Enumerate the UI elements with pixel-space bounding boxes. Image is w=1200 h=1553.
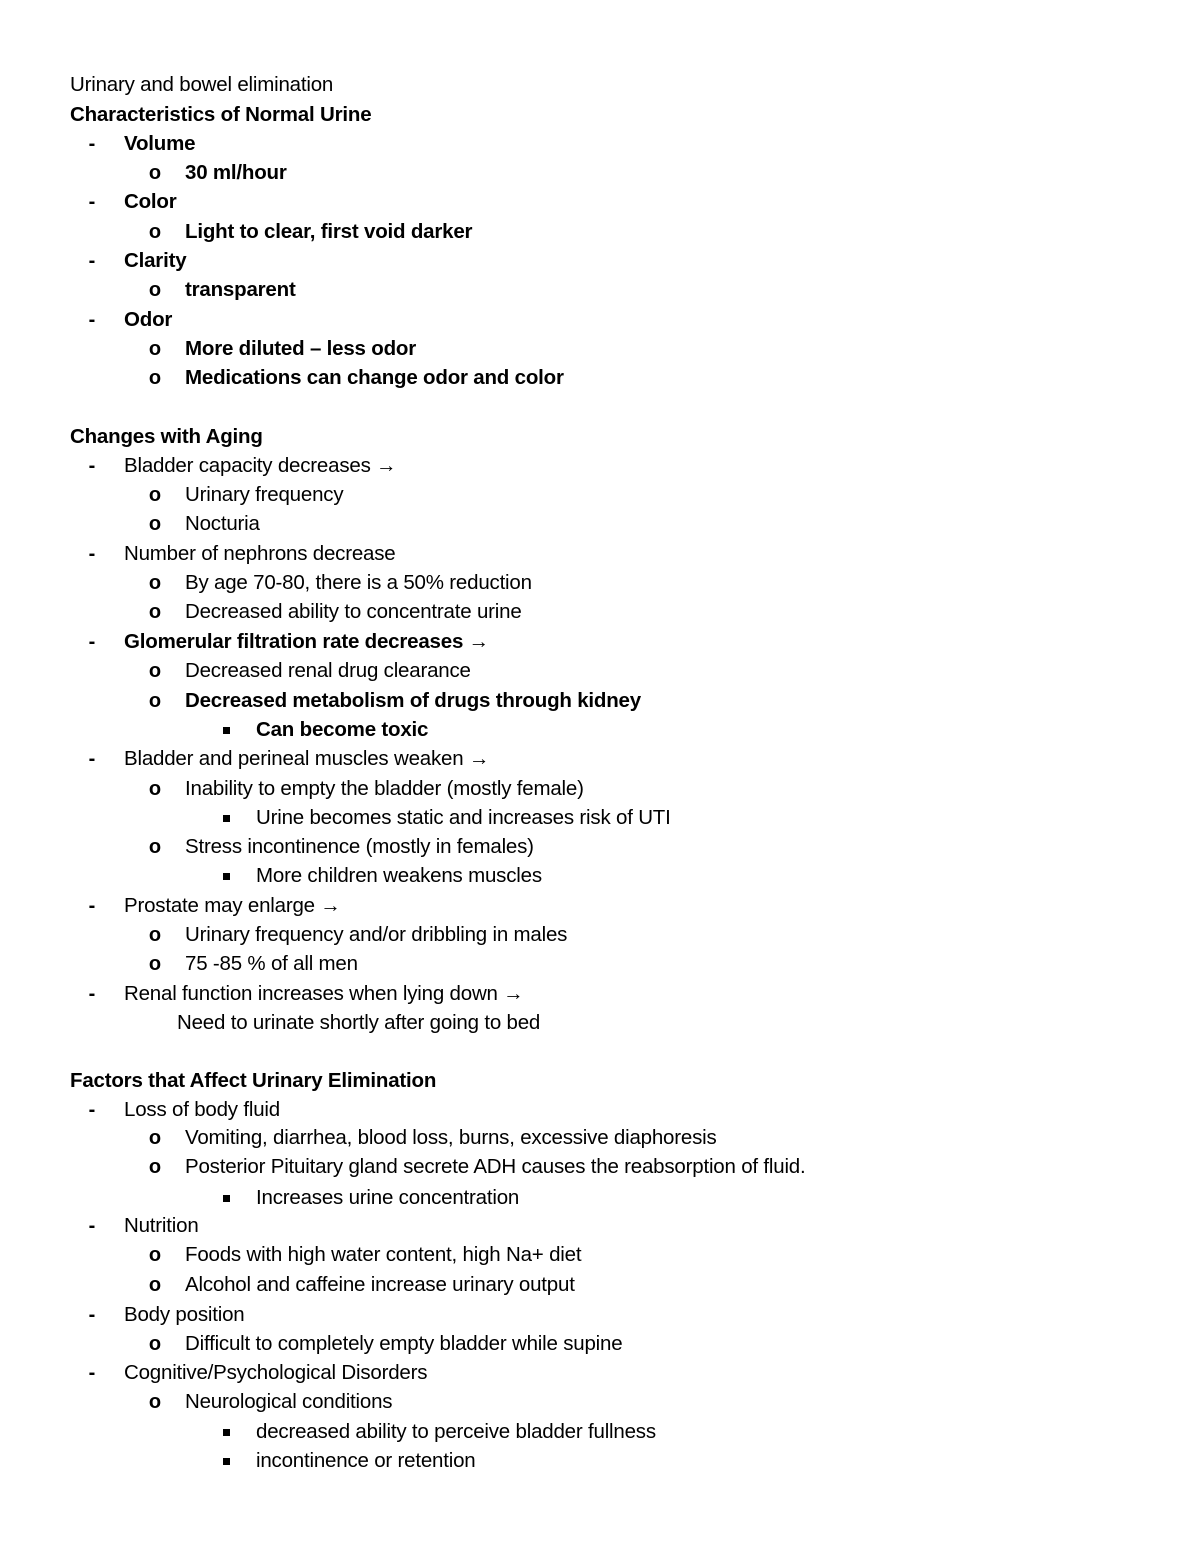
list-item: Urine becomes static and increases risk of UTI [256, 806, 671, 829]
list-item: Light to clear, first void darker [185, 220, 473, 243]
list-item: Difficult to completely empty bladder while supine [185, 1332, 623, 1355]
dash-bullet: - [88, 1304, 96, 1326]
circle-bullet: o [148, 1244, 162, 1266]
circle-bullet: o [148, 1156, 162, 1178]
list-item: Volume [124, 132, 196, 155]
list-item: Can become toxic [256, 718, 429, 741]
list-item: Posterior Pituitary gland secrete ADH causes the reabsorption of fluid. [185, 1155, 806, 1178]
list-item: Renal function increases when lying down → [124, 982, 524, 1005]
circle-bullet: o [148, 1127, 162, 1149]
circle-bullet: o [148, 338, 162, 360]
arrow-icon: → [468, 630, 489, 653]
square-bullet [223, 1429, 230, 1436]
list-item: Glomerular filtration rate decreases → [124, 630, 489, 653]
list-item: 75 -85 % of all men [185, 952, 358, 975]
list-item: Body position [124, 1303, 245, 1326]
circle-bullet: o [148, 660, 162, 682]
list-item: Odor [124, 308, 173, 331]
circle-bullet: o [148, 162, 162, 184]
dash-bullet: - [88, 748, 96, 770]
dash-bullet: - [88, 983, 96, 1005]
circle-bullet: o [148, 953, 162, 975]
square-bullet [223, 815, 230, 822]
circle-bullet: o [148, 690, 162, 712]
list-item: Urinary frequency and/or dribbling in males [185, 923, 568, 946]
list-item: Nocturia [185, 512, 260, 535]
dash-bullet: - [88, 1215, 96, 1237]
circle-bullet: o [148, 221, 162, 243]
arrow-icon: → [468, 747, 490, 770]
list-item: Urinary frequency [185, 483, 344, 506]
list-item: Vomiting, diarrhea, blood loss, burns, excessive diaphoresis [185, 1126, 717, 1149]
list-item: Decreased renal drug clearance [185, 659, 471, 682]
dash-bullet: - [88, 543, 96, 565]
circle-bullet: o [148, 484, 162, 506]
dash-bullet: - [88, 455, 96, 477]
list-item-continuation: Need to urinate shortly after going to bed [177, 1011, 541, 1034]
circle-bullet: o [148, 778, 162, 800]
circle-bullet: o [148, 572, 162, 594]
circle-bullet: o [148, 513, 162, 535]
circle-bullet: o [148, 1274, 162, 1296]
list-item: Loss of body fluid [124, 1098, 280, 1121]
list-item: Bladder and perineal muscles weaken → [124, 747, 490, 770]
circle-bullet: o [148, 1391, 162, 1413]
dash-bullet: - [88, 895, 96, 917]
list-item: Neurological conditions [185, 1390, 393, 1413]
arrow-icon: → [376, 454, 397, 477]
list-item: incontinence or retention [256, 1449, 476, 1472]
list-item: Stress incontinence (mostly in females) [185, 835, 534, 858]
circle-bullet: o [148, 924, 162, 946]
list-item: Decreased metabolism of drugs through kidney [185, 689, 641, 712]
list-item: Decreased ability to concentrate urine [185, 600, 522, 623]
list-item: Medications can change odor and color [185, 366, 564, 389]
list-item: Increases urine concentration [256, 1186, 520, 1209]
list-item: More children weakens muscles [256, 864, 542, 887]
list-item: transparent [185, 278, 296, 301]
dash-bullet: - [88, 631, 96, 653]
section-heading-factors: Factors that Affect Urinary Elimination [70, 1069, 437, 1092]
list-item: Bladder capacity decreases → [124, 454, 397, 477]
circle-bullet: o [148, 367, 162, 389]
dash-bullet: - [88, 1362, 96, 1384]
dash-bullet: - [88, 133, 96, 155]
list-item: Prostate may enlarge → [124, 894, 341, 917]
list-item: Inability to empty the bladder (mostly female) [185, 777, 584, 800]
list-item: Nutrition [124, 1214, 199, 1237]
arrow-icon: → [320, 894, 341, 917]
square-bullet [223, 1458, 230, 1465]
square-bullet [223, 727, 230, 734]
document-title: Urinary and bowel elimination [70, 73, 334, 96]
dash-bullet: - [88, 1099, 96, 1121]
square-bullet [223, 1195, 230, 1202]
square-bullet [223, 873, 230, 880]
list-item: 30 ml/hour [185, 161, 287, 184]
dash-bullet: - [88, 250, 96, 272]
section-heading-aging: Changes with Aging [70, 425, 263, 448]
list-item: Alcohol and caffeine increase urinary output [185, 1273, 575, 1296]
list-item: Clarity [124, 249, 187, 272]
list-item: Color [124, 190, 177, 213]
list-item: decreased ability to perceive bladder fullness [256, 1420, 656, 1443]
circle-bullet: o [148, 1333, 162, 1355]
arrow-icon: → [503, 982, 524, 1005]
list-item: Number of nephrons decrease [124, 542, 396, 565]
section-heading-normal-urine: Characteristics of Normal Urine [70, 103, 372, 126]
circle-bullet: o [148, 836, 162, 858]
list-item: Foods with high water content, high Na+ diet [185, 1243, 582, 1266]
list-item: By age 70-80, there is a 50% reduction [185, 571, 532, 594]
dash-bullet: - [88, 309, 96, 331]
list-item: More diluted – less odor [185, 337, 416, 360]
dash-bullet: - [88, 191, 96, 213]
circle-bullet: o [148, 601, 162, 623]
circle-bullet: o [148, 279, 162, 301]
list-item: Cognitive/Psychological Disorders [124, 1361, 428, 1384]
